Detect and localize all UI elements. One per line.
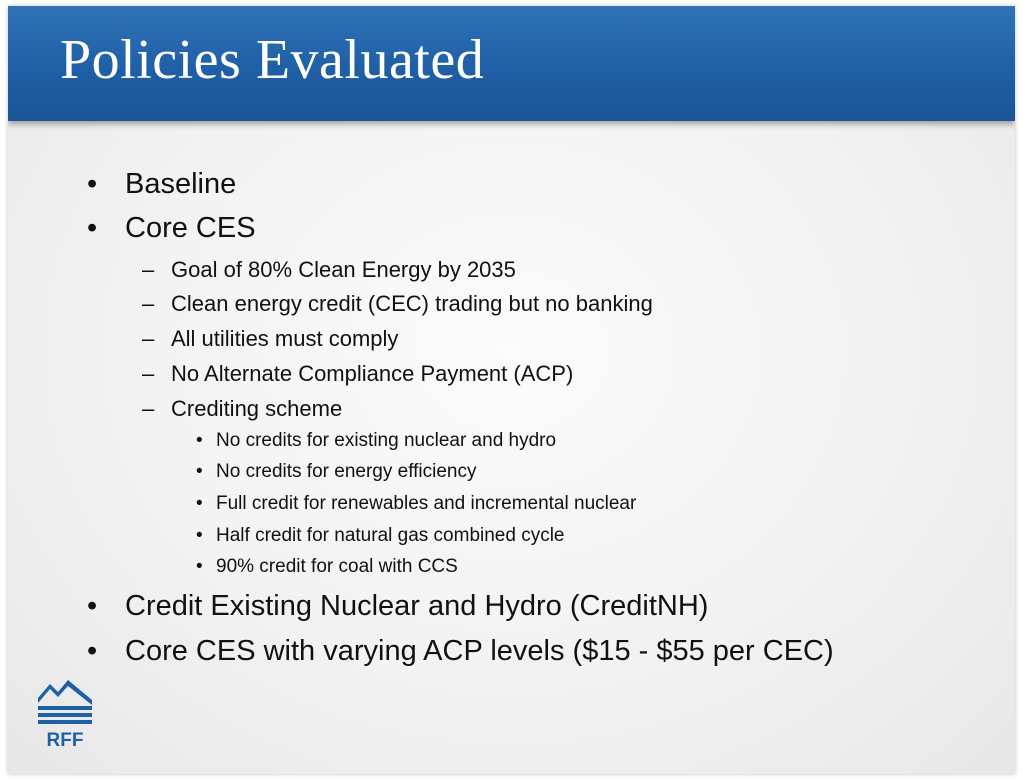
sub-bullet-item — [142, 361, 574, 387]
bullet-item — [87, 590, 709, 623]
sub-bullet-item — [142, 326, 399, 352]
bullet-text: Credit Existing Nuclear and Hydro (CreditNH) — [125, 590, 709, 622]
bullet-marker: • — [87, 168, 98, 200]
bullet-marker: • — [196, 556, 203, 577]
dash-marker: – — [142, 257, 155, 282]
slide-title: Policies Evaluated — [60, 29, 485, 91]
bullet-marker: • — [87, 590, 98, 622]
bullet-item — [87, 212, 256, 245]
bullet-marker: • — [196, 430, 203, 451]
sub-sub-bullet-item — [196, 556, 458, 578]
bullet-text: Goal of 80% Clean Energy by 2035 — [171, 257, 516, 282]
bullet-text: No Alternate Compliance Payment (ACP) — [171, 361, 574, 386]
rff-logo — [36, 676, 94, 752]
sub-bullet-item — [142, 291, 653, 317]
bullet-marker: • — [87, 635, 98, 667]
bullet-marker: • — [196, 493, 203, 514]
sub-sub-bullet-item — [196, 525, 565, 547]
sub-sub-bullet-item — [196, 461, 477, 483]
bullet-text: Half credit for natural gas combined cycle — [216, 525, 565, 546]
rff-logo-text: RFF — [46, 730, 84, 751]
dash-marker: – — [142, 326, 155, 351]
slide — [8, 6, 1015, 774]
bullet-text: All utilities must comply — [171, 326, 399, 351]
bullet-marker: • — [196, 461, 203, 482]
sub-sub-bullet-item — [196, 430, 557, 452]
title-bar — [8, 6, 1015, 121]
bullet-marker: • — [196, 525, 203, 546]
bullet-item — [87, 635, 834, 668]
bullet-item — [87, 168, 237, 201]
rff-mountain-logo-icon — [38, 680, 92, 724]
bullet-text: Clean energy credit (CEC) trading but no banking — [171, 291, 653, 316]
bullet-text: No credits for existing nuclear and hydro — [216, 430, 557, 451]
bullet-marker: • — [87, 212, 98, 244]
bullet-text: Full credit for renewables and incremental nuclear — [216, 493, 637, 514]
sub-sub-bullet-item — [196, 493, 637, 515]
bullet-text: Crediting scheme — [171, 396, 343, 421]
bullet-text: Core CES with varying ACP levels ($15 - $55 per CEC) — [125, 635, 834, 667]
bullet-text: 90% credit for coal with CCS — [216, 556, 458, 577]
sub-bullet-item — [142, 396, 343, 422]
bullet-text: No credits for energy efficiency — [216, 461, 477, 482]
bullet-text: Baseline — [125, 168, 237, 200]
bullet-text: Core CES — [125, 212, 256, 244]
sub-bullet-item — [142, 257, 516, 283]
dash-marker: – — [142, 396, 155, 421]
dash-marker: – — [142, 361, 155, 386]
dash-marker: – — [142, 291, 155, 316]
